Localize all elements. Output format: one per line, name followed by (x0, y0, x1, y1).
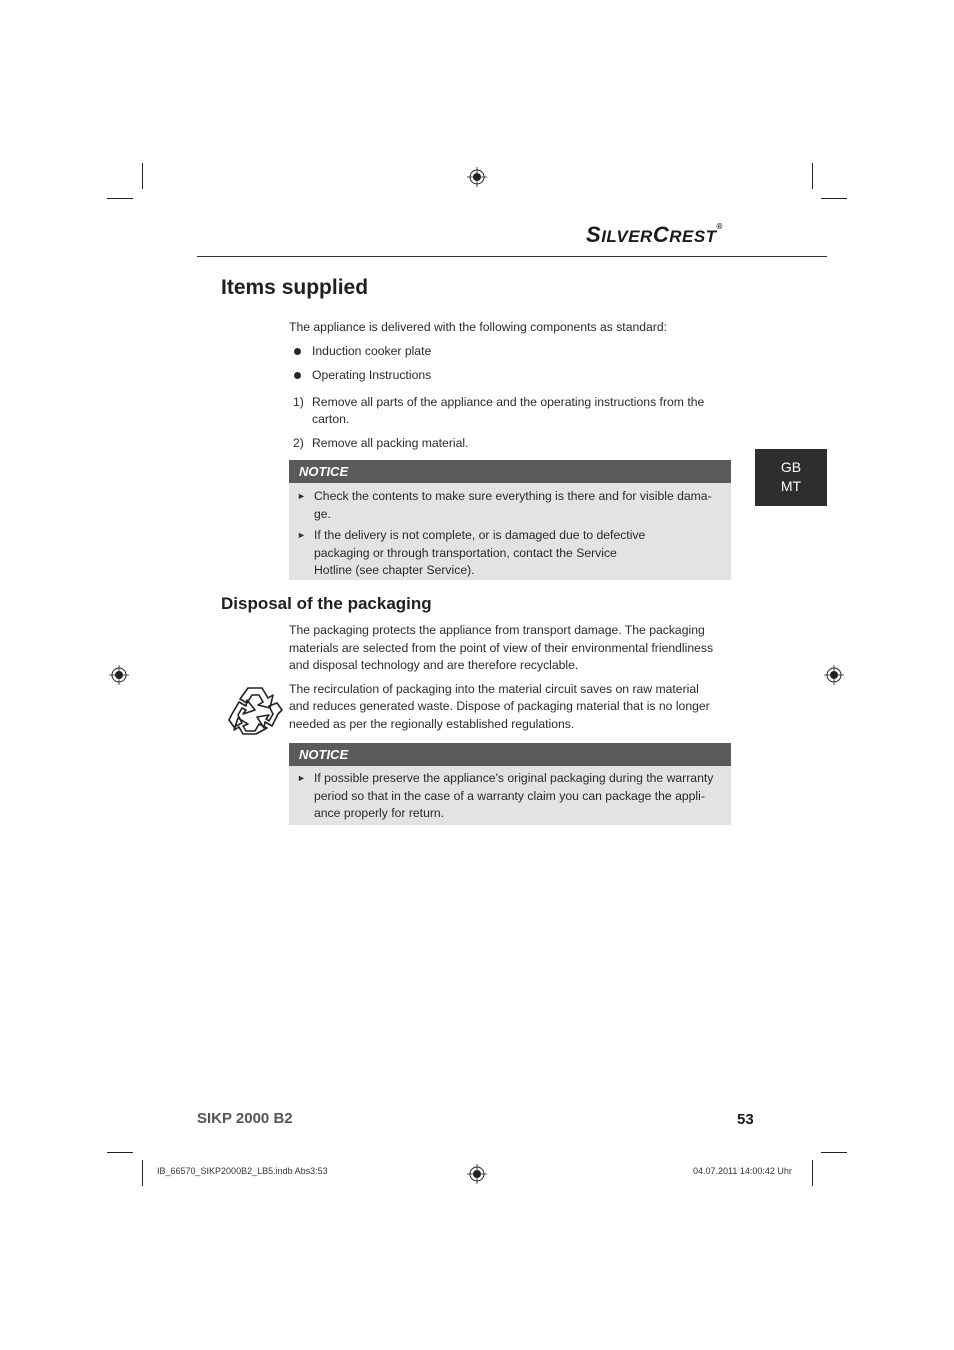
registration-mark-icon (824, 665, 844, 685)
header-rule (197, 256, 827, 257)
notice-title: NOTICE (289, 460, 731, 483)
notice-title: NOTICE (289, 743, 731, 766)
crop-mark (142, 1160, 143, 1186)
slug-timestamp: 04.07.2011 14:00:42 Uhr (693, 1166, 792, 1176)
notice-item: ► If possible preserve the appliance's original packaging during the warranty period so that in the case of a warranty claim you can package the appli- ance properly for return. (297, 771, 714, 820)
paragraph-line: materials are selected from the point of view of their environmental friendliness (289, 641, 714, 655)
step-text: carton. (312, 412, 350, 426)
step-text: Remove all packing material. (312, 436, 469, 450)
crop-mark (821, 198, 847, 199)
paragraph-line: The packaging protects the appliance from transport damage. The packaging (289, 623, 705, 637)
bullet-icon (294, 348, 301, 355)
notice-box (289, 743, 731, 825)
language-tab: GB MT (755, 449, 827, 506)
registration-mark-icon (467, 1164, 487, 1184)
intro-text: The appliance is delivered with the following components as standard: (289, 320, 668, 334)
crop-mark (821, 1152, 847, 1153)
step-text: Remove all parts of the appliance and the operating instructions from the (312, 395, 705, 409)
arrow-right-icon: ► (297, 491, 306, 501)
crop-mark (107, 1152, 133, 1153)
notice-item: ► Check the contents to make sure everything is there and for visible dama- ge. (297, 489, 712, 521)
section-title-items-supplied: Items supplied (221, 276, 369, 299)
registration-mark-icon (467, 167, 487, 187)
step-number: 1) (293, 395, 304, 409)
slug-file-info: IB_66570_SIKP2000B2_LB5.indb Abs3:53 (157, 1166, 328, 1176)
list-item: Operating Instructions (312, 368, 432, 382)
recycling-icon (226, 684, 284, 738)
paragraph-line: and disposal technology and are therefore recyclable. (289, 658, 579, 672)
notice-item: ► If the delivery is not complete, or is damaged due to defective packaging or through transportation, contact the Service Hotline (see chapter Service). (297, 528, 646, 577)
model-number: SIKP 2000 B2 (197, 1110, 293, 1127)
notice-box (289, 460, 731, 580)
paragraph-line: and reduces generated waste. Dispose of packaging material that is no longer (289, 699, 710, 713)
crop-mark (142, 163, 143, 189)
arrow-right-icon: ► (297, 773, 306, 783)
crop-mark (812, 163, 813, 189)
crop-mark (107, 198, 133, 199)
paragraph-line: needed as per the regionally established regulations. (289, 717, 575, 731)
section-title-disposal: Disposal of the packaging (221, 594, 432, 613)
bullet-icon (294, 372, 301, 379)
registration-mark-icon (109, 665, 129, 685)
arrow-right-icon: ► (297, 530, 306, 540)
crop-mark (812, 1160, 813, 1186)
page-number: 53 (737, 1111, 754, 1128)
paragraph-line: The recirculation of packaging into the material circuit saves on raw material (289, 682, 699, 696)
step-number: 2) (293, 436, 304, 450)
list-item: Induction cooker plate (312, 344, 432, 358)
brand-logo: SILVERCREST® (586, 222, 723, 247)
